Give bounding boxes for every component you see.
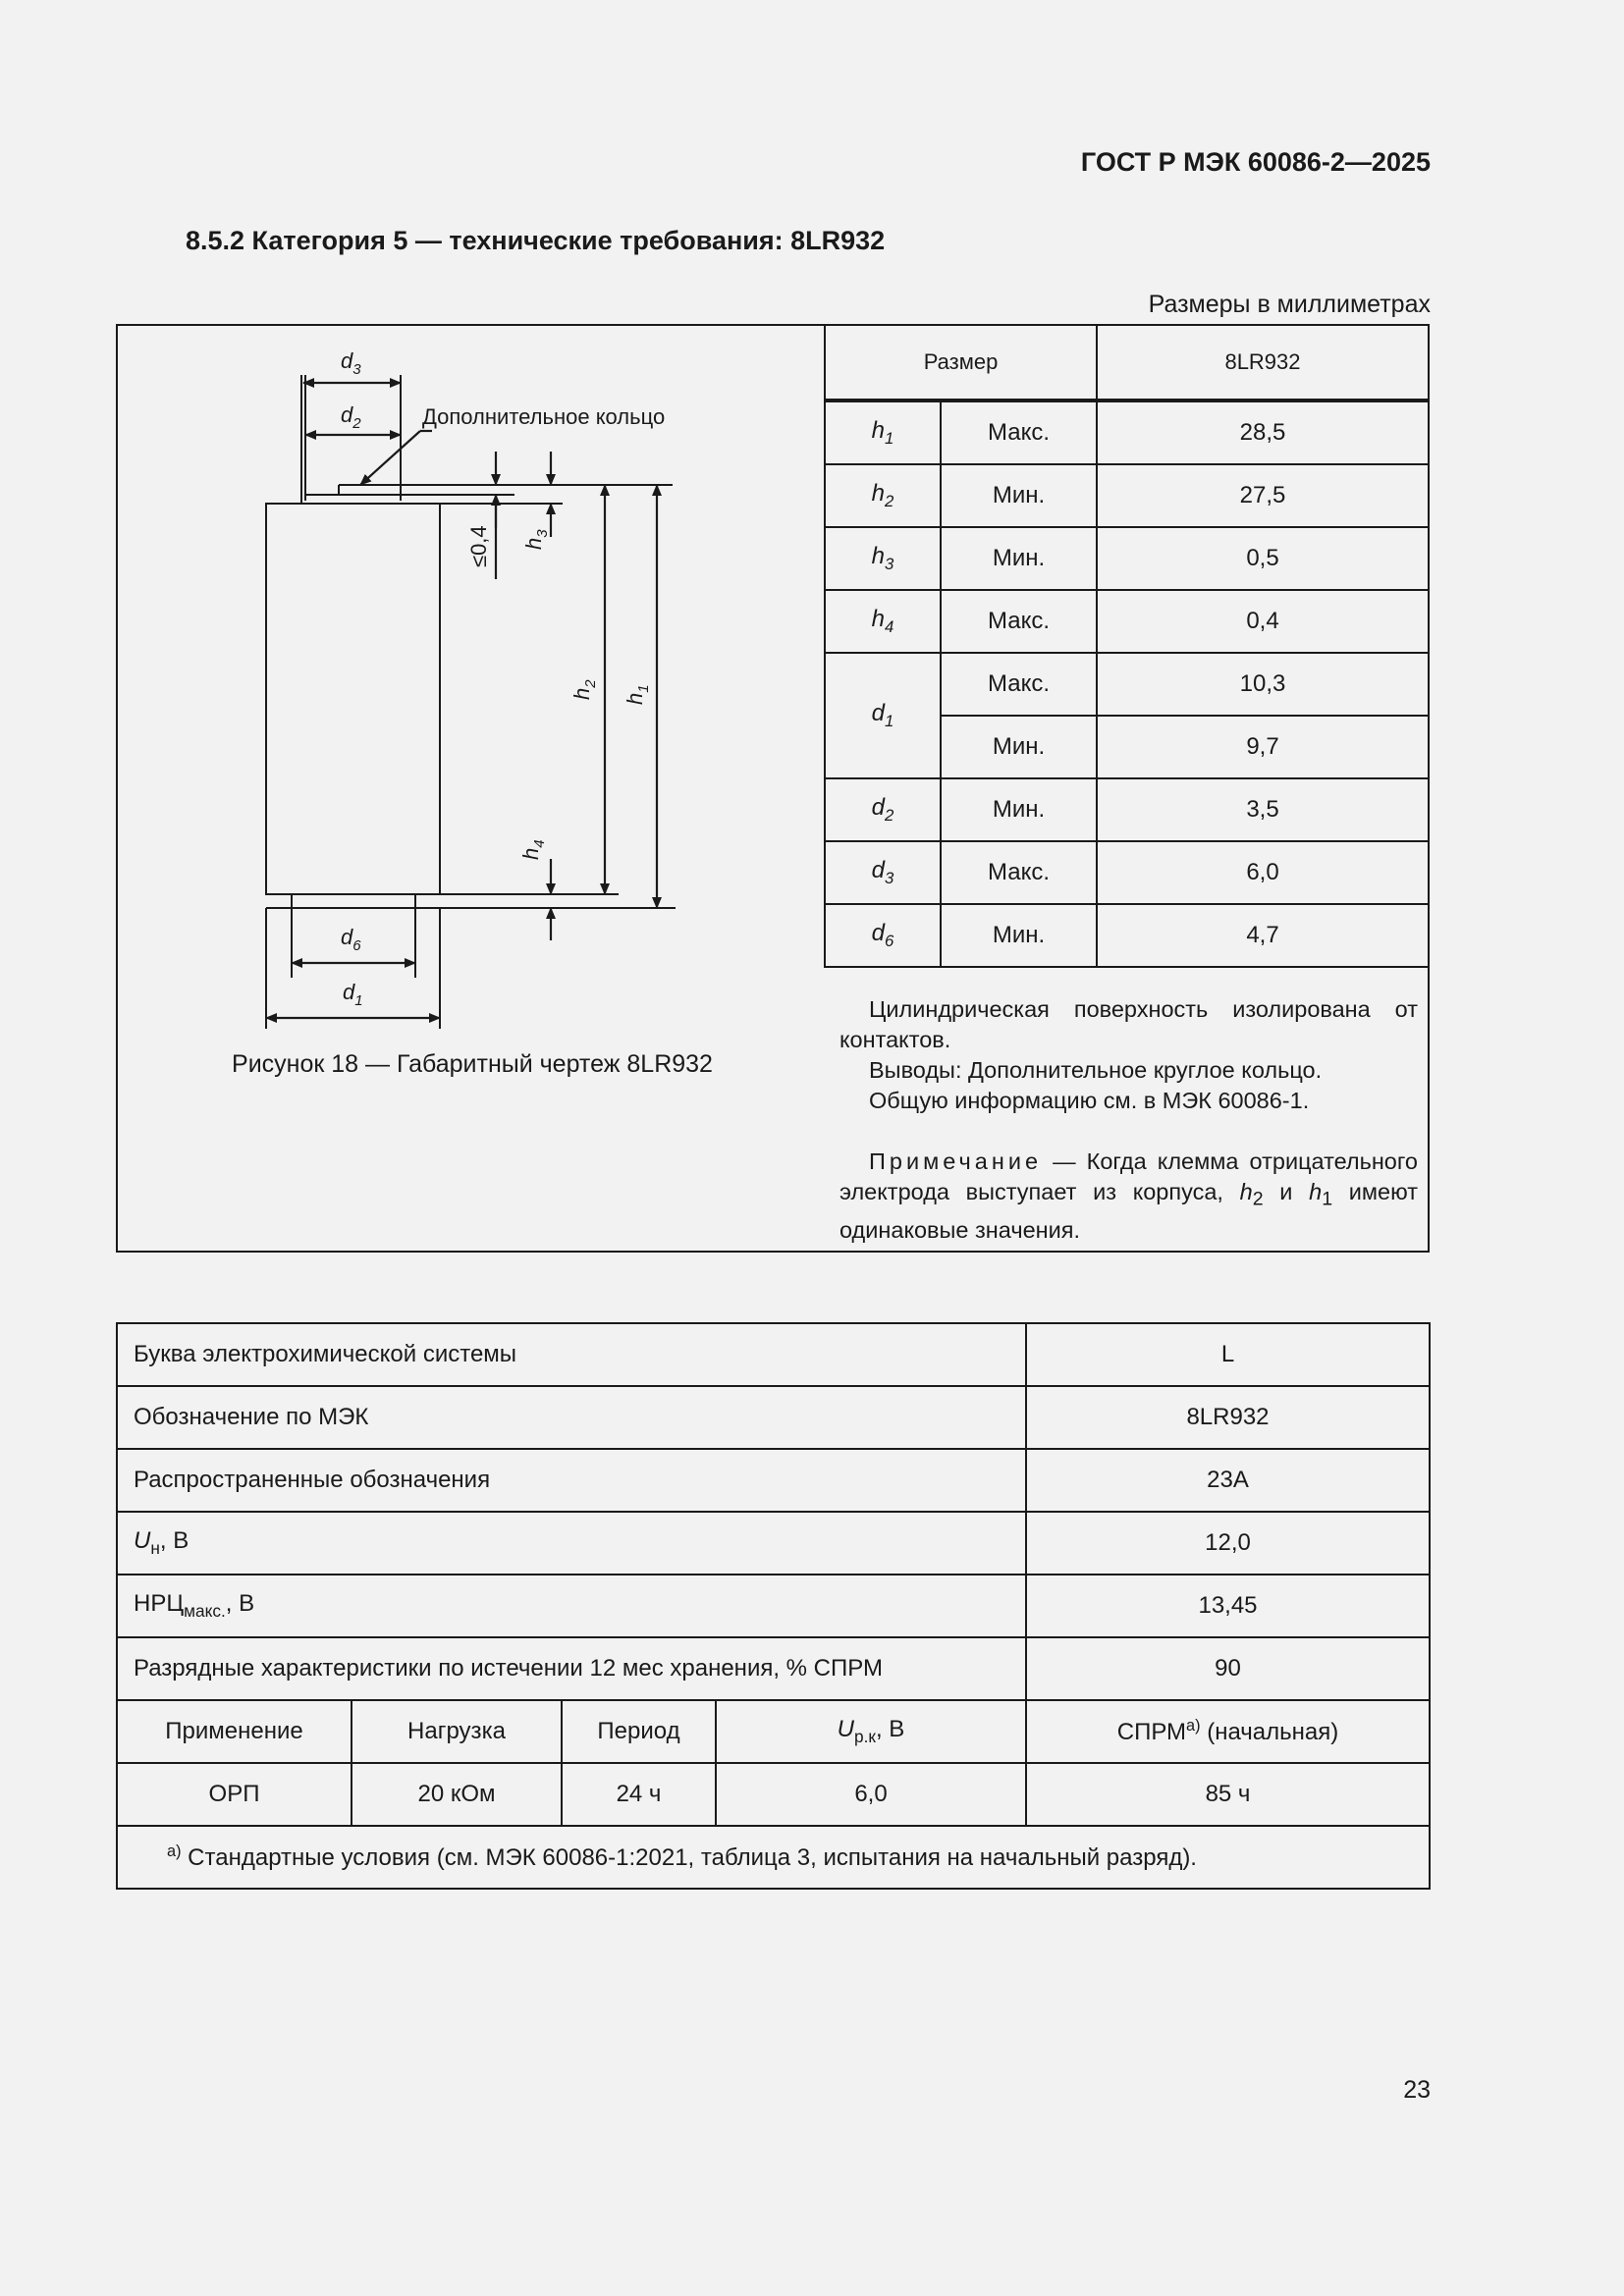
table-row [117, 1449, 1430, 1512]
dim-kind: Макс. [941, 400, 1097, 464]
discharge-data-row [117, 1763, 1430, 1826]
table-row [825, 653, 1429, 716]
dims-header-size: Размер [825, 325, 1097, 400]
dim-kind: Мин. [941, 464, 1097, 527]
cell-period: 24 ч [562, 1763, 716, 1826]
dim-symbol: $h_2$ [825, 464, 941, 527]
dim-value: 10,3 [1097, 653, 1429, 716]
note-general-info: Общую информацию см. в МЭК 60086-1. [869, 1088, 1310, 1113]
dim-value: 4,7 [1097, 904, 1429, 967]
dimensions-table [824, 324, 1430, 968]
footnote: $^{а)}$ Стандартные условия (см. МЭК 60086-1:2021, таблица 3, испытания на начальный разряд). [117, 1826, 1430, 1889]
dim-kind: Мин. [941, 527, 1097, 590]
table-row [825, 904, 1429, 967]
note-insulation: Цилиндрическая поверхность изолирована от контактов. [839, 996, 1418, 1052]
dim-kind: Мин. [941, 716, 1097, 778]
row-label: Обозначение по МЭК [117, 1386, 1026, 1449]
row-label: $U_н$, В [117, 1512, 1026, 1575]
table-row [825, 464, 1429, 527]
col-sprm: $СПРМ^{а)}$ (начальная) [1026, 1700, 1430, 1763]
dim-kind: Мин. [941, 778, 1097, 841]
note-terminals: Выводы: Дополнительное круглое кольцо. [869, 1057, 1323, 1083]
table-row [825, 527, 1429, 590]
dim-symbol: $d_3$ [825, 841, 941, 904]
page-number: 23 [1403, 2076, 1431, 2104]
table-row [117, 1637, 1430, 1700]
col-period: Период [562, 1700, 716, 1763]
dim-symbol: $h_3$ [825, 527, 941, 590]
row-label: $НРЦ_{макс.}$, В [117, 1575, 1026, 1637]
dims-header-model: 8LR932 [1097, 325, 1429, 400]
dim-value: 0,5 [1097, 527, 1429, 590]
cell-cutoff-voltage: 6,0 [716, 1763, 1026, 1826]
units-note: Размеры в миллиметрах [1148, 291, 1431, 318]
row-value: 23A [1026, 1449, 1430, 1512]
table-row [825, 400, 1429, 464]
table-row [117, 1386, 1430, 1449]
row-label: Распространенные обозначения [117, 1449, 1026, 1512]
dims-header-row [825, 325, 1429, 400]
characteristics-table [116, 1322, 1431, 1890]
table-row [825, 590, 1429, 653]
row-value: 12,0 [1026, 1512, 1430, 1575]
dim-value: 27,5 [1097, 464, 1429, 527]
label-h3: $h_3$ [521, 529, 551, 550]
row-value: 8LR932 [1026, 1386, 1430, 1449]
table-row [117, 1323, 1430, 1386]
dim-symbol: $h_1$ [825, 400, 941, 464]
label-ring: Дополнительное кольцо [422, 404, 666, 429]
section-title: 8.5.2 Категория 5 — технические требования: 8LR932 [186, 226, 886, 255]
label-h2: $h_2$ [569, 679, 599, 700]
dim-value: 9,7 [1097, 716, 1429, 778]
row-value: 90 [1026, 1637, 1430, 1700]
dim-kind: Макс. [941, 590, 1097, 653]
cell-load: 20 кОм [352, 1763, 562, 1826]
row-label: Разрядные характеристики по истечении 12 мес хранения, % СПРМ [117, 1637, 1026, 1700]
dim-symbol: $h_4$ [825, 590, 941, 653]
label-d2: $d_2$ [341, 402, 361, 432]
document-id: ГОСТ Р МЭК 60086-2—2025 [1080, 147, 1431, 177]
battery-drawing [118, 326, 823, 1251]
table-row [825, 778, 1429, 841]
dim-value: 3,5 [1097, 778, 1429, 841]
table-row [117, 1575, 1430, 1637]
label-d3: $d_3$ [341, 348, 361, 378]
label-d6: $d_6$ [341, 925, 361, 954]
footnote-row [117, 1826, 1430, 1889]
col-application: Применение [117, 1700, 352, 1763]
dim-kind: Макс. [941, 841, 1097, 904]
dim-value: 6,0 [1097, 841, 1429, 904]
row-value: L [1026, 1323, 1430, 1386]
row-value: 13,45 [1026, 1575, 1430, 1637]
note-paragraph: Примечание — Когда клемма отрицательного электрода выступает из корпуса, $h_2$ и $h_1$ имеют одинаковые значения. [839, 1148, 1418, 1243]
label-d1: $d_1$ [343, 980, 363, 1009]
label-h4: $h_4$ [518, 839, 548, 860]
negative-terminal [292, 894, 415, 908]
dim-symbol: $d_1$ [825, 653, 941, 778]
dim-value: 28,5 [1097, 400, 1429, 464]
row-label: Буква электрохимической системы [117, 1323, 1026, 1386]
dimension-notes [826, 985, 1418, 1246]
cell-application: ОРП [117, 1763, 352, 1826]
col-load: Нагрузка [352, 1700, 562, 1763]
table-row [117, 1512, 1430, 1575]
dim-value: 0,4 [1097, 590, 1429, 653]
cell-sprm: 85 ч [1026, 1763, 1430, 1826]
figure-caption: Рисунок 18 — Габаритный чертеж 8LR932 [232, 1050, 713, 1078]
label-h1: $h_1$ [623, 684, 652, 705]
label-le04: ≤0,4 [466, 525, 491, 567]
dim-kind: Макс. [941, 653, 1097, 716]
table-row [825, 841, 1429, 904]
dim-kind: Мин. [941, 904, 1097, 967]
dim-symbol: $d_6$ [825, 904, 941, 967]
col-cutoff-voltage: $U_{р.к}$, В [716, 1700, 1026, 1763]
battery-body [266, 504, 440, 894]
dim-symbol: $d_2$ [825, 778, 941, 841]
discharge-header-row [117, 1700, 1430, 1763]
